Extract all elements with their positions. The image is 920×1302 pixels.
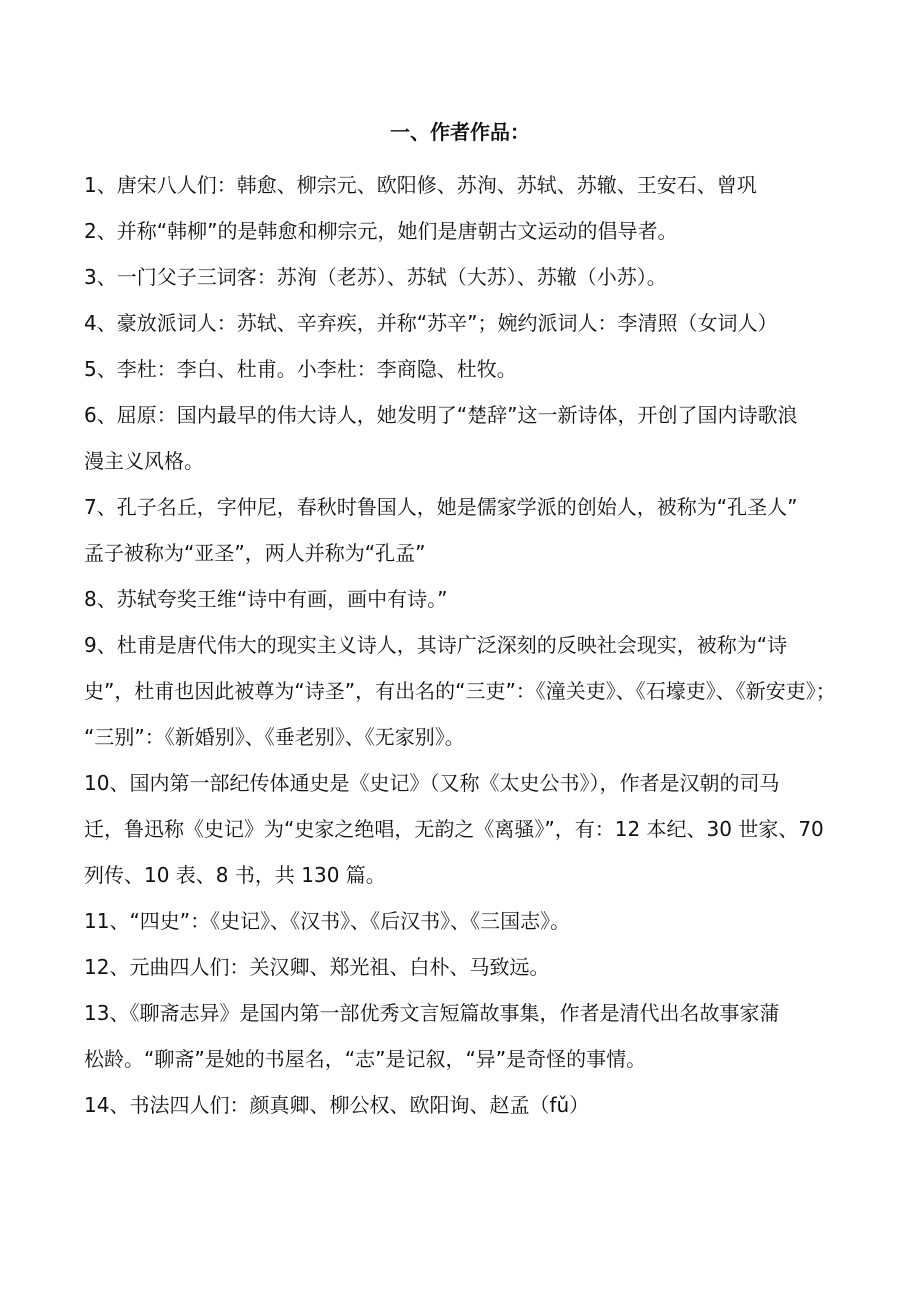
text-line: 7、孔子名丘，字仲尼，春秋时鲁国人，她是儒家学派的创始人，被称为“孔圣人”: [84, 495, 798, 519]
text-line: 史”，杜甫也因此被尊为“诗圣”，有出名的“三吏”：《潼关吏》、《石壕吏》、《新安吏》；: [84, 679, 836, 703]
text-line: 3、一门父子三词客：苏洵（老苏）、苏轼（大苏）、苏辙（小苏）。: [84, 265, 667, 289]
text-line: 9、杜甫是唐代伟大的现实主义诗人，其诗广泛深刻的反映社会现实，被称为“诗: [84, 633, 788, 657]
text-line: 8、苏轼夸奖王维“诗中有画，画中有诗。”: [84, 587, 448, 611]
text-line: 5、李杜：李白、杜甫。小李杜：李商隐、杜牧。: [84, 357, 517, 381]
text-line: 1、唐宋八人们：韩愈、柳宗元、欧阳修、苏洵、苏轼、苏辙、王安石、曾巩: [84, 173, 757, 197]
text-line: 13、《聊斋志异》是国内第一部优秀文言短篇故事集，作者是清代出名故事家蒲: [84, 1001, 780, 1025]
text-line: 松龄。“聊斋”是她的书屋名，“志”是记叙，“异”是奇怪的事情。: [84, 1047, 647, 1071]
text-line: 14、书法四人们：颜真卿、柳公权、欧阳询、赵孟（fǔ）: [84, 1093, 590, 1117]
section-heading: 一、作者作品：: [390, 120, 530, 144]
text-line: 6、屈原：国内最早的伟大诗人，她发明了“楚辞”这一新诗体，开创了国内诗歌浪: [84, 403, 798, 427]
text-line: “三别”：《新婚别》、《垂老别》、《无家别》。: [84, 725, 465, 749]
text-line: 10、国内第一部纪传体通史是《史记》（又称《太史公书》），作者是汉朝的司马: [84, 771, 780, 795]
text-line: 4、豪放派词人：苏轼、辛弃疾，并称“苏辛”；婉约派词人：李清照（女词人）: [84, 311, 778, 335]
text-line: 列传、10 表、8 书，共 130 篇。: [84, 863, 386, 887]
text-line: 11、“四史”：《史记》、《汉书》、《后汉书》、《三国志》。: [84, 909, 571, 933]
text-line: 漫主义风格。: [84, 449, 204, 473]
text-line: 迁，鲁迅称《史记》为“史家之绝唱，无韵之《离骚》”，有：12 本纪、30 世家、70: [84, 817, 824, 841]
text-line: 12、元曲四人们：关汉卿、郑光祖、白朴、马致远。: [84, 955, 550, 979]
text-line: 2、并称“韩柳”的是韩愈和柳宗元，她们是唐朝古文运动的倡导者。: [84, 219, 678, 243]
content-body: [84, 162, 844, 1128]
text-line: 孟子被称为“亚圣”，两人并称为“孔孟”: [84, 541, 426, 565]
